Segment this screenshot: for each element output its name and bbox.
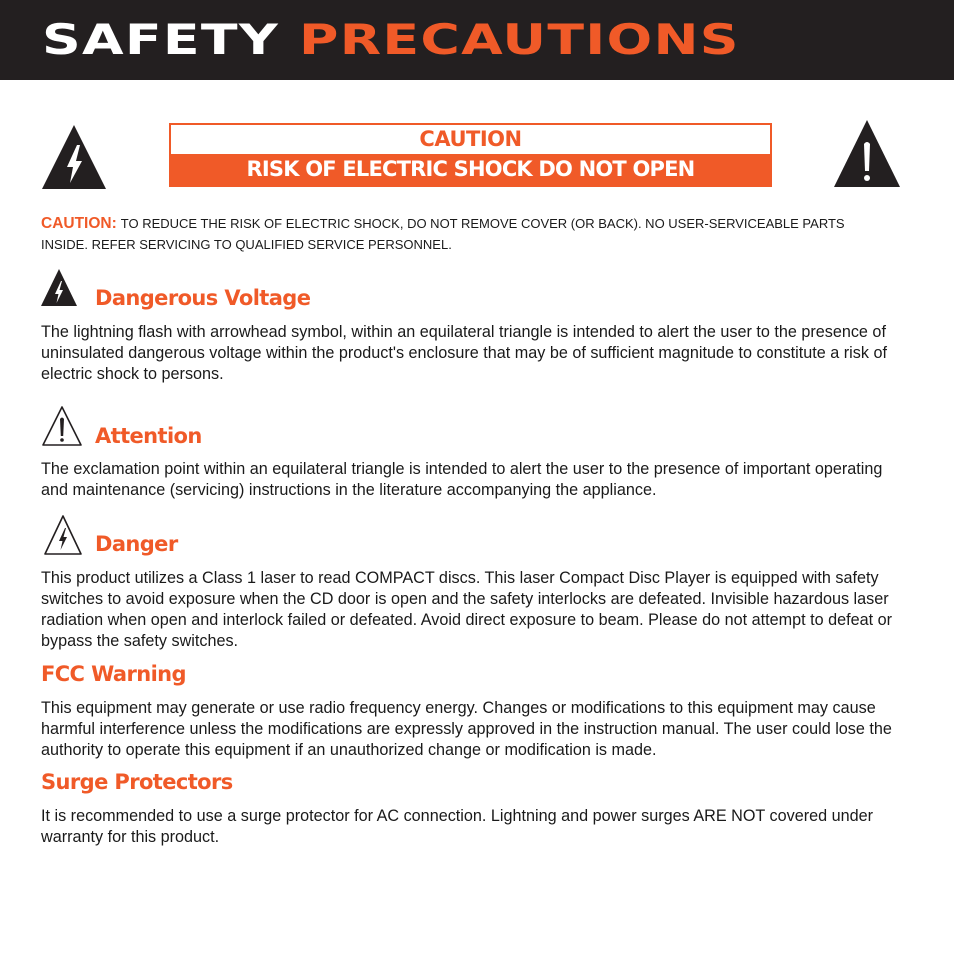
lightning-warning-icon	[43, 514, 83, 556]
caution-notice	[41, 213, 871, 255]
lightning-warning-icon	[40, 123, 108, 191]
exclamation-warning-icon	[832, 118, 902, 189]
section-body-fcc-warning: This equipment may generate or use radio frequency energy. Changes or modifications to this equipment may cause harmful interference unless the modifications are expressly approved in the instruction manual. The user could lose the authority to operate this equipment if an unauthorized change or modification is made.	[41, 699, 892, 759]
section-body-danger: This product utilizes a Class 1 laser to read COMPACT discs. This laser Compact Disc Player is equipped with safety switches to avoid exposure when the CD door is open and the safety interlocks are defeated. Invisible hazardous laser radiation when open and interlock failed or defeated. Avoid direct exposure to beam. Please do not attempt to defeat or bypass the safety switches.	[41, 569, 892, 650]
header-bar	[0, 0, 954, 80]
section-heading-fcc-warning: FCC Warning	[41, 662, 186, 686]
page-title-part2: PRECAUTIONS	[299, 15, 740, 64]
lightning-warning-icon	[40, 268, 78, 308]
section-body-attention: The exclamation point within an equilateral triangle is intended to alert the user to the presence of important operating and maintenance (servicing) instructions in the literature accompanying the appliance.	[41, 460, 883, 499]
caution-label	[169, 123, 772, 187]
caution-notice-lead: CAUTION:	[41, 215, 117, 232]
page-title	[42, 14, 740, 66]
section-body-dangerous-voltage: The lightning flash with arrowhead symbol, within an equilateral triangle is intended to alert the user to the presence of uninsulated dangerous voltage within the product's enclosure that may be of sufficient magnitude to constitute a risk of electric shock to persons.	[41, 323, 887, 383]
caution-label-title: CAUTION	[419, 127, 522, 151]
section-heading-attention: Attention	[95, 424, 202, 448]
caution-label-subtitle: RISK OF ELECTRIC SHOCK DO NOT OPEN	[171, 154, 770, 185]
section-heading-danger: Danger	[95, 532, 178, 556]
caution-notice-text: TO REDUCE THE RISK OF ELECTRIC SHOCK, DO NOT REMOVE COVER (OR BACK). NO USER-SERVICEABLE PARTS INSIDE. REFER SERVICING TO QUALIFIED SERVICE PERSONNEL.	[41, 216, 845, 252]
page-title-part1: SAFETY	[42, 15, 280, 64]
section-heading-surge-protectors: Surge Protectors	[41, 770, 233, 794]
section-heading-dangerous-voltage: Dangerous Voltage	[95, 286, 311, 310]
exclamation-warning-icon	[41, 405, 83, 447]
section-body-surge-protectors: It is recommended to use a surge protector for AC connection. Lightning and power surges ARE NOT covered under warranty for this product.	[41, 807, 874, 846]
